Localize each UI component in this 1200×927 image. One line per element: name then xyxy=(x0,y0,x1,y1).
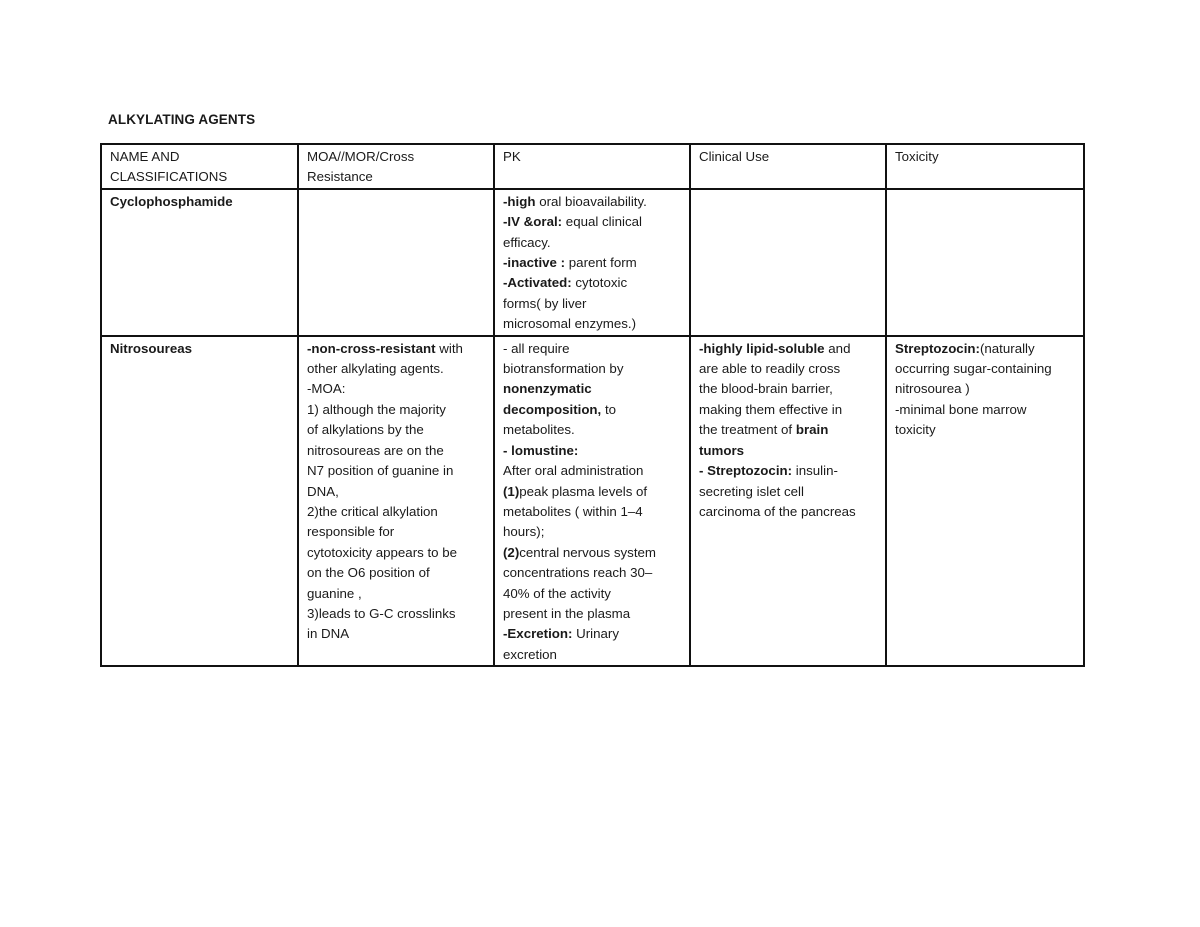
cyclophosphamide-name-cell: Cyclophosphamide xyxy=(101,189,298,336)
table-header-row xyxy=(101,144,1084,189)
nitrosoureas-name-cell: Nitrosoureas xyxy=(101,336,298,667)
nitrosoureas-clinical-cell: -highly lipid-soluble and are able to readily cross the blood-brain barrier, making them effective in the treatment of brain tumors - Streptozocin: insulin- secreting islet cell carcinoma of the pancreas xyxy=(690,336,886,667)
cyclophosphamide-clinical-cell xyxy=(690,189,886,336)
nitrosoureas-pk-cell: - all require biotransformation by nonenzymatic decomposition, to metabolites. - lomustine: After oral administration (1)peak plasma levels of metabolites ( within 1–4 hours); (2)central nervous system concentrations reach 30– 40% of the activity present in the plasma -Excretion: Urinary excretion xyxy=(494,336,690,667)
header-moa: MOA//MOR/Cross Resistance xyxy=(298,144,494,189)
header-pk: PK xyxy=(494,144,690,189)
header-clinical-use: Clinical Use xyxy=(690,144,886,189)
nitrosoureas-moa-cell: -non-cross-resistant with other alkylating agents. -MOA: 1) although the majority of alkylations by the nitrosoureas are on the N7 position of guanine in DNA, 2)the critical alkylation responsible for cytotoxicity appears to be on the O6 position of guanine , 3)leads to G-C crosslinks in DNA xyxy=(298,336,494,667)
cyclophosphamide-moa-cell xyxy=(298,189,494,336)
cyclophosphamide-toxicity-cell xyxy=(886,189,1084,336)
table-row xyxy=(101,336,1084,667)
table-row xyxy=(101,189,1084,336)
alkylating-agents-table xyxy=(100,143,1085,667)
document-title: ALKYLATING AGENTS xyxy=(108,112,256,127)
header-name-classifications: NAME AND CLASSIFICATIONS xyxy=(101,144,298,189)
header-toxicity: Toxicity xyxy=(886,144,1084,189)
nitrosoureas-toxicity-cell: Streptozocin:(naturally occurring sugar-containing nitrosourea ) -minimal bone marrow toxicity xyxy=(886,336,1084,667)
cyclophosphamide-pk-cell: -high oral bioavailability. -IV &oral: equal clinical efficacy. -inactive : parent form -Activated: cytotoxic forms( by liver microsomal enzymes.) xyxy=(494,189,690,336)
